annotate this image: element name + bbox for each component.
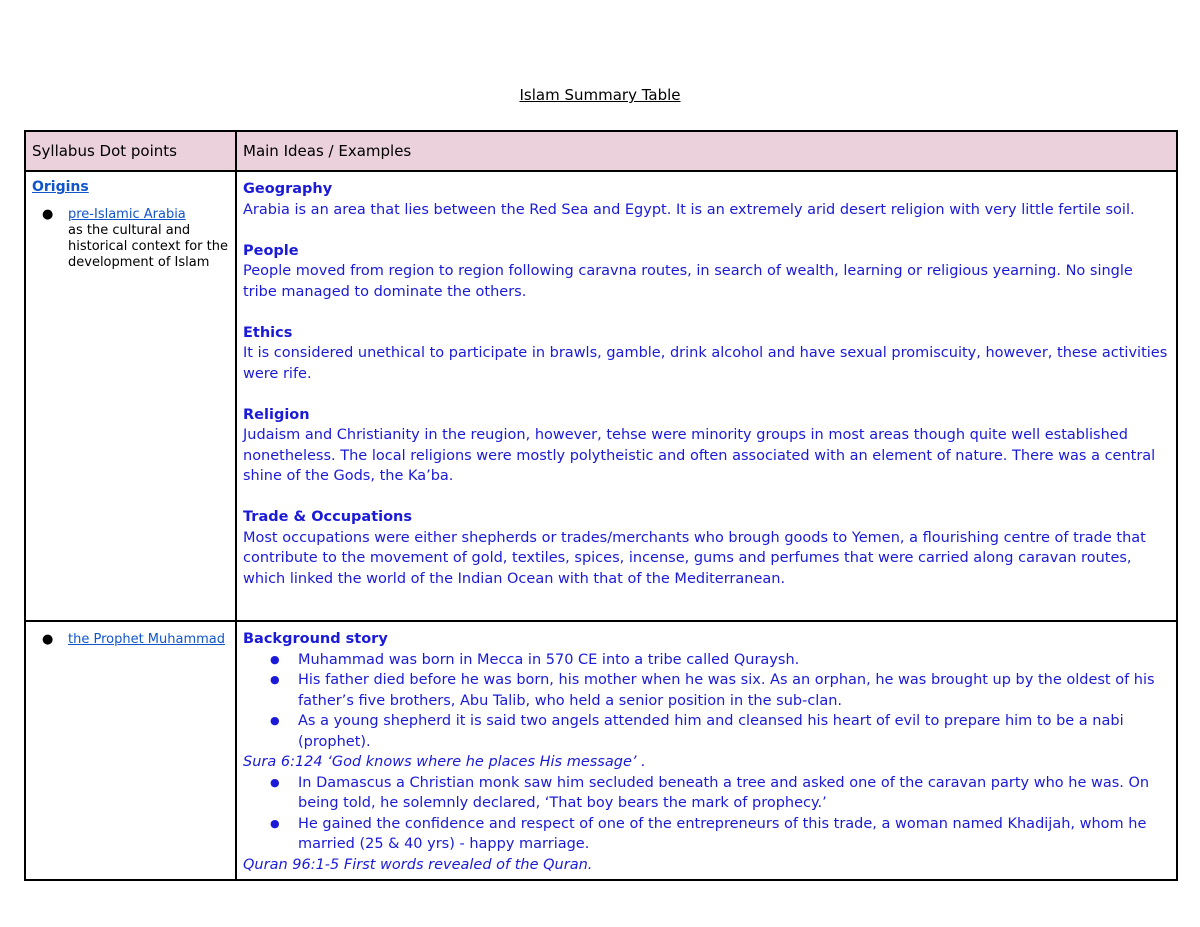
table-row-origins: [25, 171, 1177, 621]
table-row-prophet: [25, 621, 1177, 880]
background-bullets-b: [243, 773, 1170, 855]
section-heading: Ethics: [243, 324, 293, 341]
sura-quote: Sura 6:124 ‘God knows where he places His message’ .: [243, 754, 646, 770]
section-heading: Geography: [243, 181, 333, 197]
syllabus-bullet: [32, 207, 229, 271]
section-people: [243, 241, 1170, 303]
list-item: ● Muhammad was born in Mecca in 570 CE into a tribe called Quraysh.: [298, 650, 1170, 671]
section-text: People moved from region to region following caravna routes, in search of wealth, learning or religious yearning. No single tribe managed to dominate the others.: [243, 263, 1133, 300]
section-heading: Trade & Occupations: [243, 509, 413, 525]
section-religion: [243, 405, 1170, 487]
section-heading: Religion: [243, 406, 310, 423]
syllabus-bullet-text: as the cultural and historical context for the development of Islam: [68, 223, 228, 270]
section-ethics: [243, 323, 1170, 385]
list-item: ● His father died before he was born, his mother when he was six. As an orphan, he was brought up by the oldest of his father’s five brothers, Abu Talib, who held a senior position in the sub-clan.: [298, 670, 1170, 711]
bullet-icon: ●: [42, 207, 54, 222]
bullet-icon: ●: [42, 632, 54, 647]
pre-islamic-arabia-link[interactable]: pre-Islamic Arabia: [68, 207, 186, 222]
background-story-heading: Background story: [243, 631, 388, 647]
list-item: ● In Damascus a Christian monk saw him secluded beneath a tree and asked one of the caravan party who he was. On being told, he solemnly declared, ‘That boy bears the mark of prophecy.’: [298, 773, 1170, 814]
section-geography: [243, 179, 1170, 220]
section-text: Judaism and Christianity in the reugion, however, tehse were minority groups in most areas though quite well established nonetheless. The local religions were mostly polytheistic and often associated with an element of nature. There was a central shine of the Gods, the Ka’ba.: [243, 427, 1156, 484]
section-text: Arabia is an area that lies between the Red Sea and Egypt. It is an extremely arid desert religion with very little fertile soil.: [243, 201, 1135, 218]
section-text: Most occupations were either shepherds or trades/merchants who brough goods to Yemen, a flourishing centre of trade that contribute to the movement of gold, textiles, spices, incense, gums and perfumes that were carried along caravan routes, which linked the world of the Indian Ocean with that of the Mediterranean.: [243, 529, 1146, 587]
main-ideas-cell-prophet: [236, 621, 1177, 880]
syllabus-cell-origins: [25, 171, 236, 621]
quran-quote: Quran 96:1-5 First words revealed of the Quran.: [243, 856, 593, 873]
section-text: It is considered unethical to participate in brawls, gamble, drink alcohol and have sexual promiscuity, however, these activities were rife.: [243, 345, 1168, 382]
section-heading: People: [243, 242, 299, 259]
page-title: Islam Summary Table: [519, 86, 681, 104]
column-header-main-ideas: Main Ideas / Examples: [236, 131, 1177, 171]
origins-link[interactable]: Origins: [32, 179, 89, 195]
list-item: ● He gained the confidence and respect of one of the entrepreneurs of this trade, a woman named Khadijah, whom he married (25 & 40 yrs) - happy marriage.: [298, 814, 1170, 855]
list-item: ● As a young shepherd it is said two angels attended him and cleansed his heart of evil to prepare him to be a nabi (prophet).: [298, 711, 1170, 752]
syllabus-bullet: [32, 632, 229, 648]
section-trade: [243, 507, 1170, 589]
summary-table: [24, 130, 1178, 881]
prophet-muhammad-link[interactable]: the Prophet Muhammad: [68, 632, 226, 647]
column-header-syllabus: Syllabus Dot points: [25, 131, 236, 171]
table-header-row: [25, 131, 1177, 171]
syllabus-cell-prophet: [25, 621, 236, 880]
main-ideas-cell-origins: [236, 171, 1177, 621]
background-bullets-a: [243, 650, 1170, 753]
